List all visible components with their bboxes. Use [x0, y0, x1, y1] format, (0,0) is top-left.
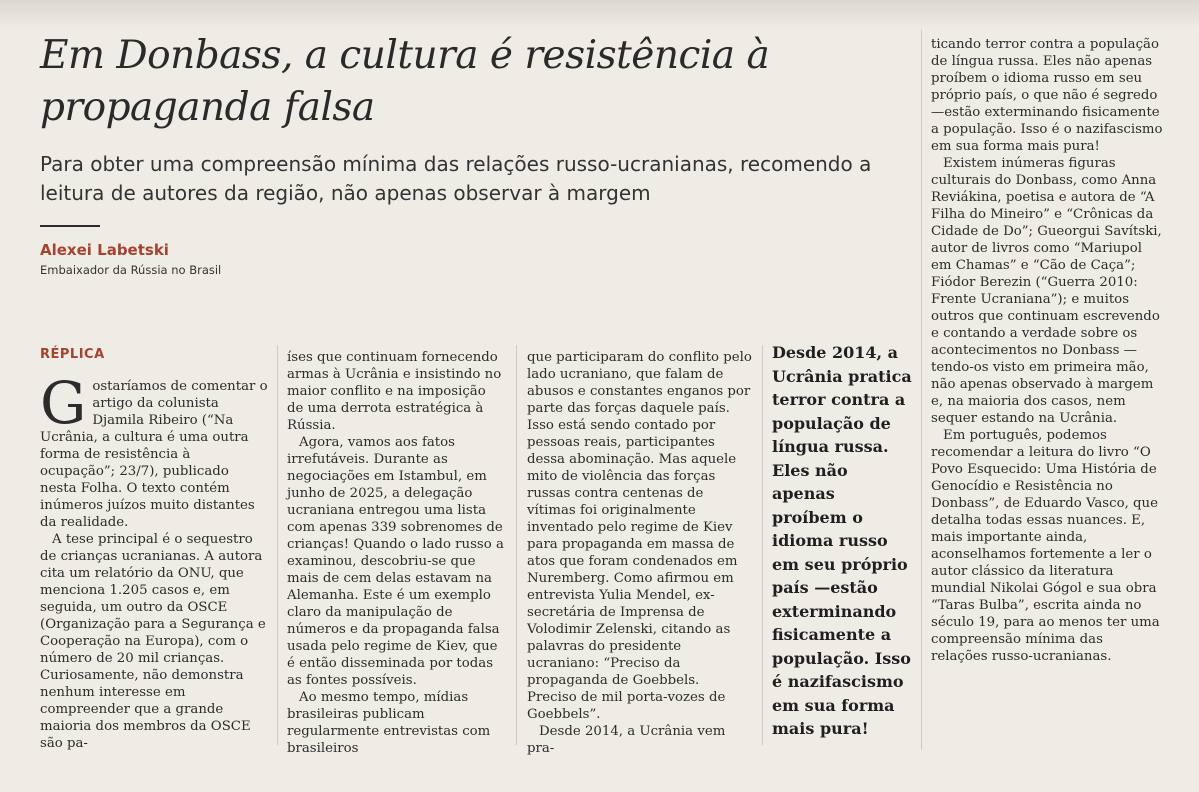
section-label: RÉPLICA	[40, 347, 105, 362]
paragraph: Ao mesmo tempo, mídias brasileiras publicam regularmente entrevistas com brasileiros	[287, 690, 491, 756]
column-divider	[277, 345, 278, 745]
article-column-2	[287, 349, 505, 757]
paragraph: Agora, vamos aos fatos irrefutáveis. Durante as negociações em Istambul, em junho de 2025, a delegação ucraniana entregou uma lista com apenas 339 sobrenomes de crianças! Quando o lado russo a examinou, descobriu-se que mais de cem delas estavam na Alemanha. Este é um exemplo claro da manipulação de números e da propaganda falsa usada pelo regime de Kiev, que é então disseminada por todas as fontes possíveis.	[287, 435, 504, 688]
author-name: Alexei Labetski	[40, 241, 169, 259]
paragraph: Em português, podemos recomendar a leitura do livro “O Povo Esquecido: Uma História de Genocídio e Resistência no Donbass”, de Eduardo Vasco, que detalha todas essas nuances. E, mais importante ainda, aconselhamos fortemente a ler o autor clássico da literatura mundial Nikolai Gógol e sua obra “Taras Bulba”, escrita ainda no século 19, para ao menos ter uma compreensão mínima das relações russo-ucranianas.	[931, 428, 1160, 664]
paragraph: que participaram do conflito pelo lado ucraniano, que falam de abusos e constantes enganos por parte das forças daquele país. Isso está sendo contado por pessoas reais, participantes dessa abominação. Mas aquele mito de violência das forças russas contra centenas de vítimas foi originalmente inventado pelo regime de Kiev para propaganda em massa de atos que foram condenados em Nuremberg. Como afirmou em entrevista Yulia Mendel, ex-secretária de Imprensa de Volodimir Zelenski, citando as palavras do presidente ucraniano: “Preciso da propaganda de Goebbels. Preciso de mil porta-vozes de Goebbels”.	[527, 350, 752, 722]
column-divider	[762, 345, 763, 745]
paragraph: Desde 2014, a Ucrânia vem pra-	[527, 724, 726, 756]
paragraph	[40, 369, 268, 531]
paragraph-text: ostaríamos de comentar o artigo da colunista Djamila Ribeiro (“Na Ucrânia, a cultura é uma outra forma de resistência à ocupação”; 23/7), publicado nesta Folha. O texto contém inúmeros juízos muito distantes da realidade.	[40, 379, 268, 530]
paragraph: Existem inúmeras figuras culturais do Donbass, como Anna Reviákina, poetisa e autora de “A Filha do Mineiro” e “Crônicas da Cidade de Do”; Gueorgui Savítski, autor de livros como “Mariupol em Chamas” e “Cão de Caça”; Fiódor Berezin (“Guerra 2010: Frente Ucraniana”); e muitos outros que continuam escrevendo e contando a verdade sobre os acontecimentos no Donbass —tendo-os visto em primeira mão, não apenas observado à margem e, na maioria dos casos, nem sequer estando na Ucrânia.	[931, 156, 1162, 426]
column-divider	[921, 30, 922, 750]
paragraph: A tese principal é o sequestro de crianças ucranianas. A autora cita um relatório da ONU, que menciona 1.205 casos e, em seguida, um outro da OSCE (Organização para a Segurança e Cooperação na Europa), com o número de 20 mil crianças. Curiosamente, não demonstra nenhum interesse em compreender que a grande maioria dos membros da OSCE são pa-	[40, 532, 266, 751]
article-column-1	[40, 369, 268, 752]
article-column-4	[931, 36, 1163, 665]
article-column-3	[527, 349, 753, 757]
adjacent-page-bleed	[0, 0, 1199, 30]
author-role: Embaixador da Rússia no Brasil	[40, 263, 222, 277]
drop-cap: G	[40, 369, 87, 437]
paragraph: ticando terror contra a população de língua russa. Eles não apenas proíbem o idioma russo em seu próprio país, o que não é segredo —estão exterminando fisicamente a população. Isso é o nazifascismo em sua forma mais pura!	[931, 37, 1163, 154]
column-divider	[516, 345, 517, 745]
pull-quote: Desde 2014, a Ucrânia pratica terror contra a população de língua russa. Eles não apenas proíbem o idioma russo em seu próprio país —estão exterminando fisicamente a população. Isso é nazifascismo em sua forma mais pura!	[772, 343, 912, 738]
article-headline: Em Donbass, a cultura é resistência à propaganda falsa	[40, 33, 770, 130]
paragraph: íses que continuam fornecendo armas à Ucrânia e insistindo no maior conflito e na imposição de uma derrota estratégica à Rússia.	[287, 350, 502, 433]
byline-rule	[40, 225, 100, 227]
article-deck: Para obter uma compreensão mínima das relações russo-ucranianas, recomendo a leitura de autores da região, não apenas observar à margem	[40, 152, 872, 205]
